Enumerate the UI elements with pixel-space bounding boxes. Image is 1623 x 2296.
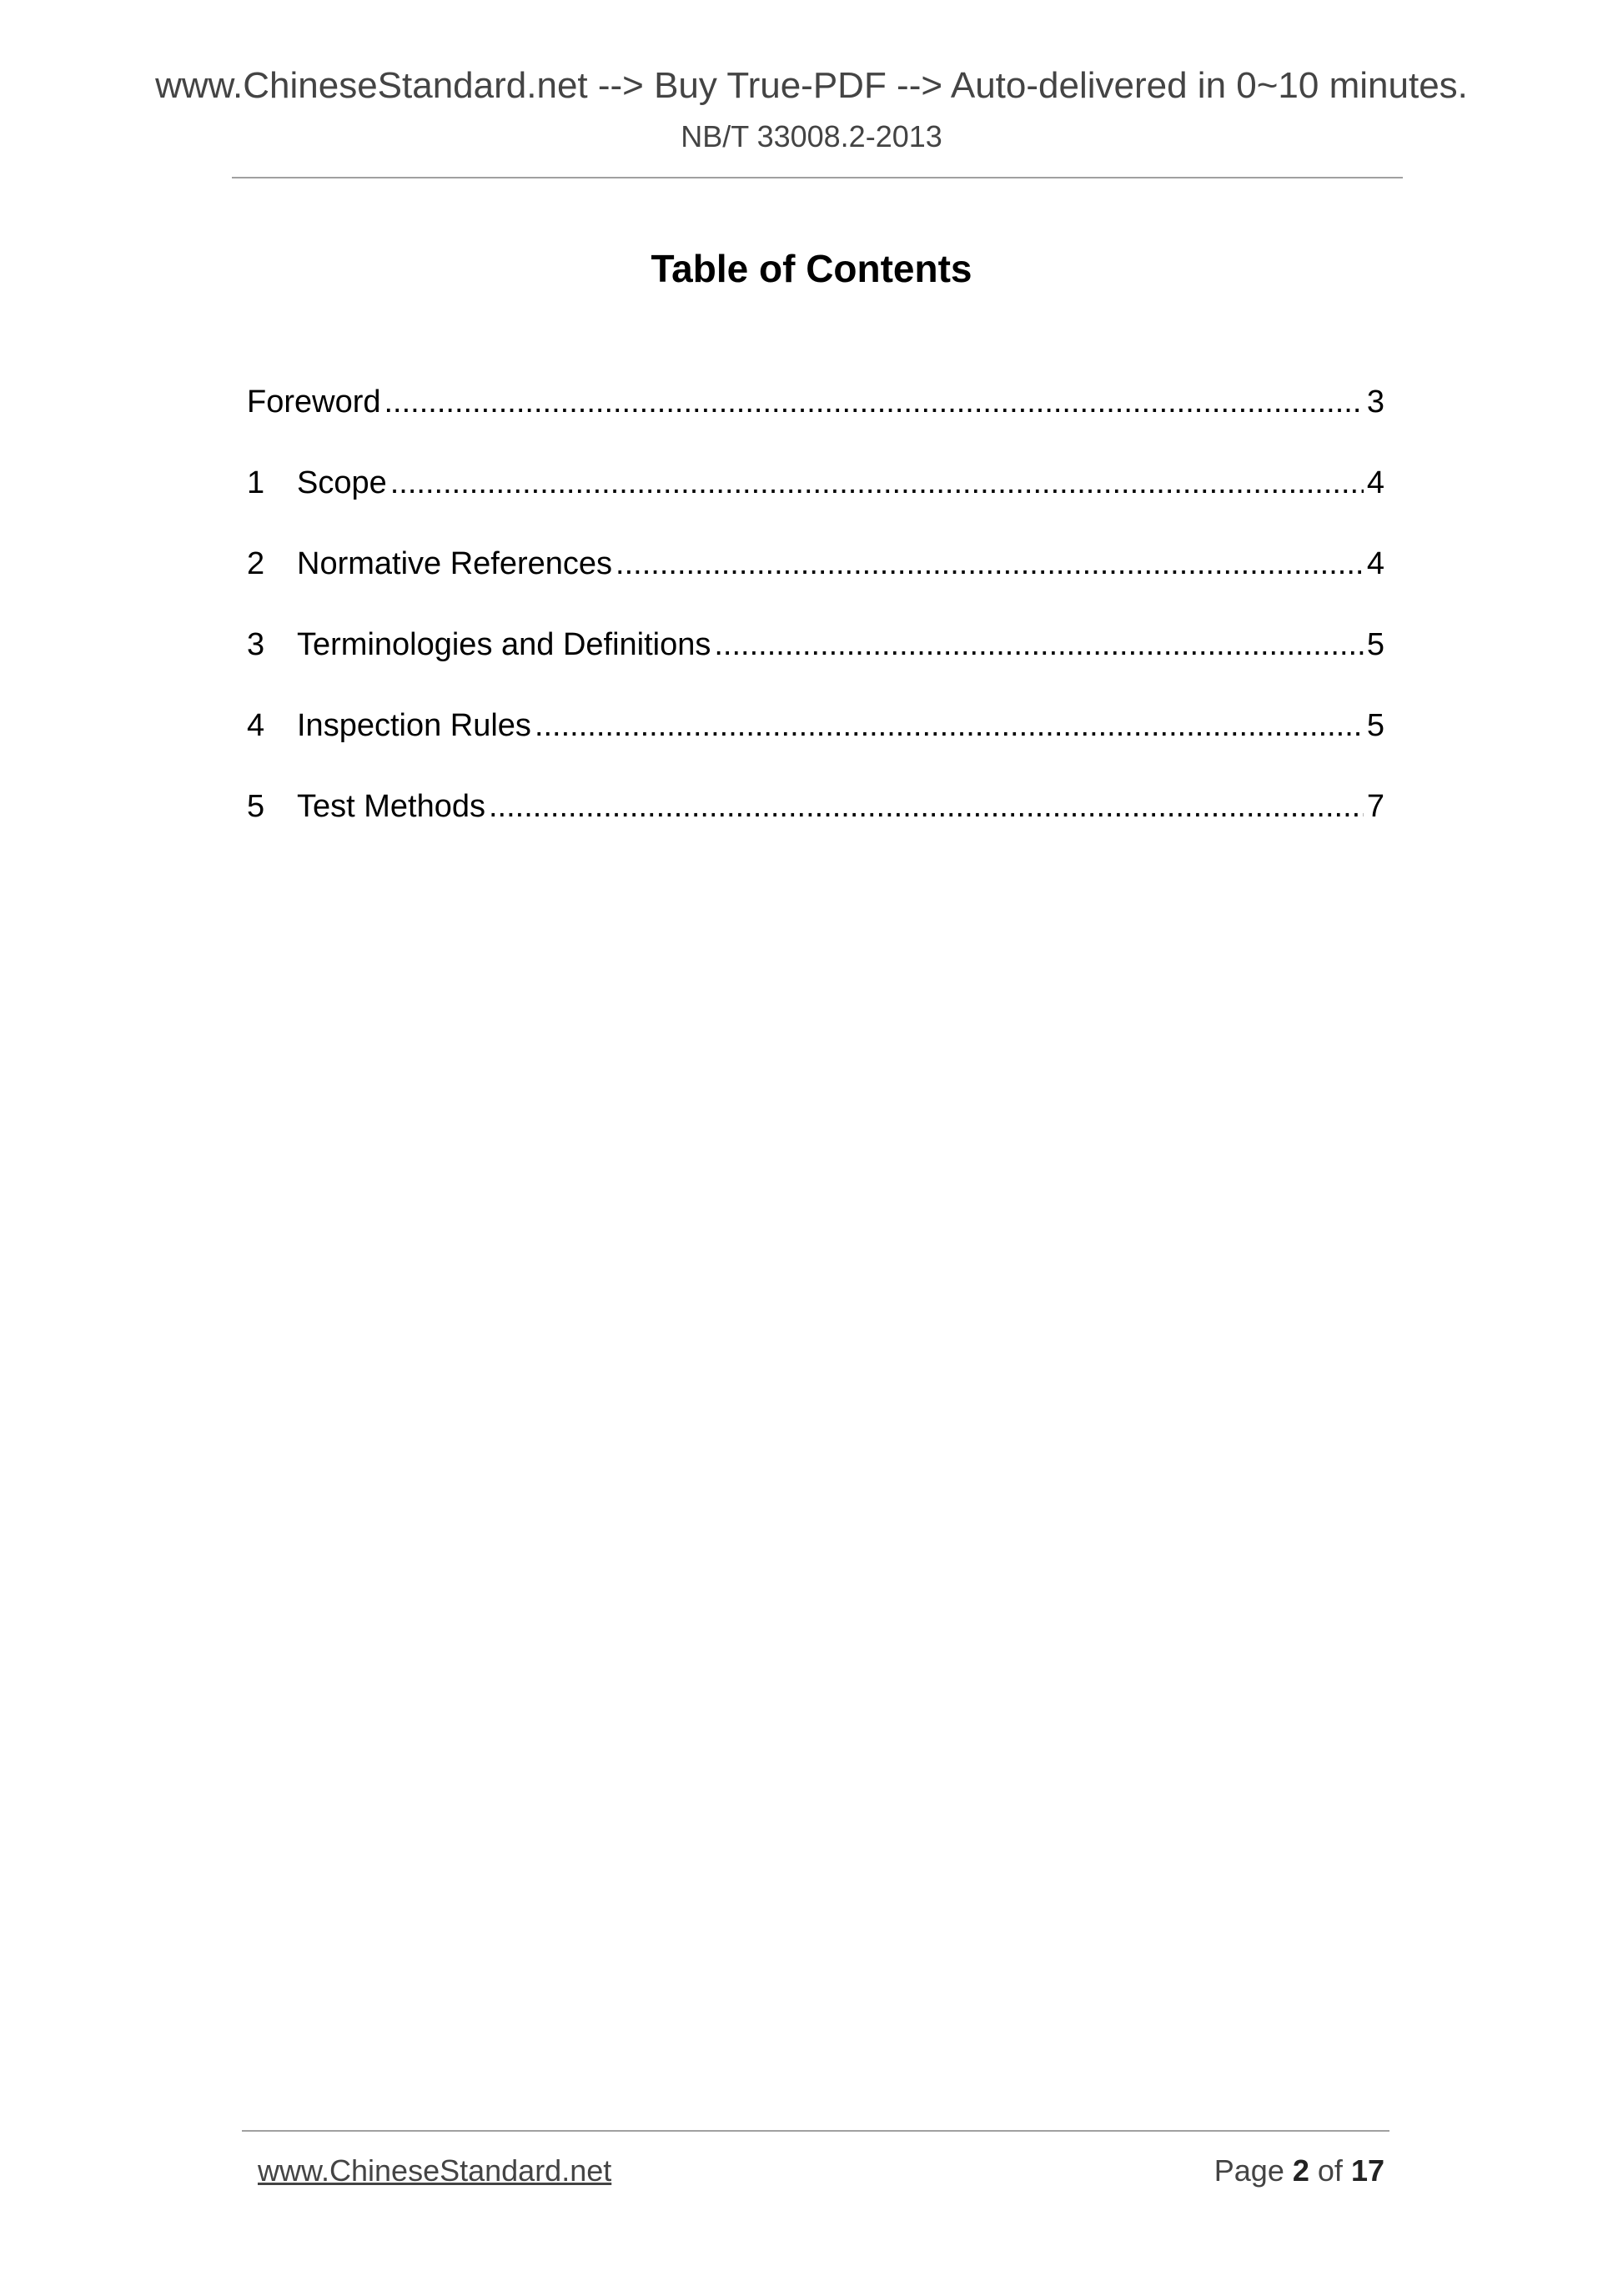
standard-id: NB/T 33008.2-2013 (681, 119, 942, 153)
toc-entry-normative-references[interactable] (247, 542, 1384, 623)
toc-entry-page: 3 (1366, 384, 1384, 420)
toc-entry-foreword[interactable] (247, 380, 1384, 461)
toc-list (247, 380, 1384, 866)
footer-site-link[interactable]: www.ChineseStandard.net (258, 2153, 612, 2188)
toc-entry-number: 2 (247, 546, 265, 581)
toc-dot-leader (390, 461, 1364, 505)
toc-entry-text: Foreword (247, 384, 381, 420)
page-word: Page (1213, 2153, 1284, 2188)
toc-dot-leader (489, 785, 1364, 828)
toc-entry-inspection-rules[interactable] (247, 704, 1384, 785)
page-of: of (1317, 2153, 1343, 2188)
toc-entry-page: 4 (1366, 546, 1384, 581)
toc-entry-number: 1 (247, 465, 265, 500)
footer-divider (242, 2130, 1389, 2132)
toc-title: Table of Contents (651, 247, 972, 290)
toc-entry-page: 5 (1366, 708, 1384, 743)
page-indicator (1214, 2152, 1384, 2190)
header-banner: www.ChineseStandard.net --> Buy True-PDF --> Auto-delivered in 0~10 minutes. (155, 65, 1468, 106)
page-current: 2 (1292, 2153, 1309, 2188)
toc-entry-page: 5 (1366, 627, 1384, 662)
toc-entry-text: Test Methods (297, 789, 485, 824)
toc-entry-number: 5 (247, 789, 265, 824)
toc-entry-text: Inspection Rules (297, 708, 531, 743)
toc-entry-number: 3 (247, 627, 265, 662)
toc-dot-leader (616, 542, 1364, 585)
toc-dot-leader (714, 623, 1363, 666)
toc-entry-page: 7 (1366, 789, 1384, 824)
toc-entry-page: 4 (1366, 465, 1384, 500)
toc-dot-leader (384, 380, 1364, 424)
toc-entry-number: 4 (247, 708, 265, 743)
toc-entry-text: Terminologies and Definitions (297, 627, 711, 662)
toc-entry-scope[interactable] (247, 461, 1384, 542)
toc-entry-test-methods[interactable] (247, 785, 1384, 866)
toc-entry-text: Normative References (297, 546, 613, 581)
page-total: 17 (1350, 2153, 1384, 2188)
toc-entry-terminologies[interactable] (247, 623, 1384, 704)
header-divider (232, 177, 1403, 178)
toc-entry-text: Scope (297, 465, 387, 500)
toc-dot-leader (535, 704, 1364, 747)
